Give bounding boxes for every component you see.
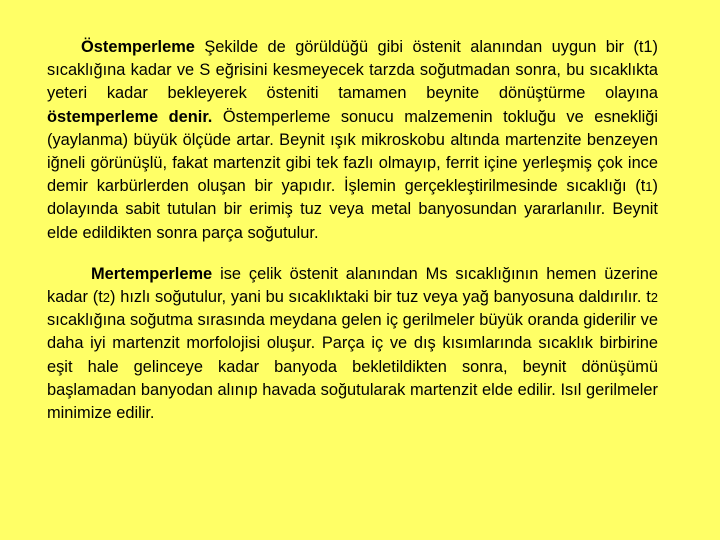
subscript-text: 2 xyxy=(650,290,658,306)
term-mertemperleme: Mertemperleme xyxy=(91,264,213,283)
paragraph-mertemperleme xyxy=(47,263,658,425)
paragraph-text: Östemperleme sonucu malzemenin tokluğu ve esnekliği (yaylanma) büyük ölçüde artar. Beynit ışık mikroskobu altında martenzite benzeyen iğneli görünüşlü, fakat martenzit gibi tek fazlı olmayıp, ferrit içine yerleşmiş çok ince demir karbürlerden oluşan bir yapıdır. İşlemin gerçekleştirilmesinde sıcaklığı (t xyxy=(47,107,659,196)
paragraph-text: Şekilde de görüldüğü gibi östenit alanından uygun bir (t1) sıcaklığına kadar ve S eğrisini kesmeyecek tarzda soğutmadan sonra, bu sıcaklıkta yeteri kadar bekleyerek östeniti tamamen beynite dönüştürme olayına xyxy=(47,38,658,103)
subscript-text: 2 xyxy=(102,290,110,306)
definition-text: östemperleme denir. xyxy=(47,107,213,126)
subscript-text: 1 xyxy=(645,179,653,195)
paragraph-text: ise çelik östenit alanından Ms sıcaklığının hemen üzerine kadar (t xyxy=(47,264,658,307)
paragraph-text: ) dolayında sabit tutulan bir erimiş tuz veya metal banyosundan yararlanılır. Beynit elde edildikten sonra parça soğutulur. xyxy=(47,177,658,242)
paragraph-text: sıcaklığına soğutma sırasında meydana gelen iç gerilmeler büyük oranda giderilir ve daha iyi martenzit morfolojisi oluşur. Parça iç ve dış kısımlarında sıcaklık birbirine eşit hale gelinceye kadar banyoda bekletildikten sonra, beynit dönüşümü başlamadan banyodan alınıp havada soğutularak martenzit elde edilir. Isıl gerilmeler minimize edilir. xyxy=(47,311,658,423)
paragraph-text: ) hızlı soğutulur, yani bu sıcaklıktaki bir tuz veya yağ banyosuna daldırılır. t xyxy=(110,288,651,307)
term-ostemperleme: Östemperleme xyxy=(81,38,195,56)
paragraph-ostemperleme xyxy=(47,36,658,245)
